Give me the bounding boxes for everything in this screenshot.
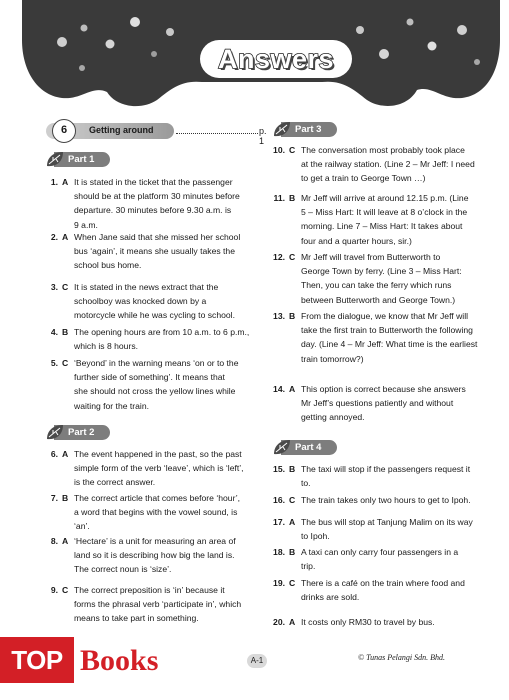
answer-letter: B <box>289 311 296 321</box>
question-number: 13. <box>273 311 285 321</box>
question-number: 20. <box>273 617 285 627</box>
explanation-line: The correct article that comes before ‘hour’, <box>74 493 241 503</box>
answer-explanation <box>301 309 479 366</box>
question-number: 12. <box>273 252 285 262</box>
title-pill <box>200 40 352 78</box>
explanation-line: George Town by ferry. (Line 3 – Miss Hart: <box>301 266 462 277</box>
page-number: A-1 <box>247 654 267 668</box>
explanation-line: school bus home. <box>74 260 142 271</box>
explanation-line: It is stated in the ticket that the passenger <box>74 177 233 187</box>
answer-item <box>267 143 479 186</box>
answer-item <box>267 615 479 629</box>
explanation-line: When Jane said that she missed her school <box>74 232 241 242</box>
answer-explanation <box>301 382 479 425</box>
question-number: 3. <box>50 282 58 292</box>
answer-letter: B <box>289 547 296 557</box>
explanation-line: to Ipoh. <box>301 531 330 542</box>
explanation-line: It is stated in the news extract that the <box>74 282 219 292</box>
part-label: Part 2 <box>68 427 95 438</box>
explanation-line: day. (Line 4 – Mr Jeff: What time is the earliest <box>301 339 478 350</box>
question-number: 17. <box>273 517 285 527</box>
leaf-icon <box>273 439 291 456</box>
explanation-line: ‘Beyond’ in the warning means ‘on or to the <box>74 358 239 368</box>
explanation-line: getting annoyed. <box>301 412 365 423</box>
question-number: 5. <box>50 358 58 368</box>
answer-explanation <box>74 175 252 232</box>
question-number: 14. <box>273 384 285 394</box>
explanation-line: The correct noun is ‘size’. <box>74 564 172 575</box>
answer-explanation <box>301 493 479 507</box>
topbooks-logo <box>0 633 200 687</box>
answer-letter: C <box>289 145 296 155</box>
explanation-line: A taxi can only carry four passengers in a <box>301 547 459 557</box>
question-number: 4. <box>50 327 58 337</box>
explanation-line: Mr Jeff will travel from Butterworth to <box>301 252 441 262</box>
explanation-line: The correct preposition is ‘in’ because it <box>74 585 225 595</box>
answer-explanation <box>301 615 479 629</box>
question-number: 2. <box>50 232 58 242</box>
answer-letter: A <box>62 232 69 242</box>
answer-letter: A <box>62 177 69 187</box>
answer-item <box>40 447 252 490</box>
answer-item <box>40 491 252 534</box>
answer-explanation <box>74 491 252 534</box>
answer-letter: A <box>289 617 296 627</box>
explanation-line: It costs only RM30 to travel by bus. <box>301 617 435 627</box>
answer-letter: C <box>62 358 69 368</box>
question-number: 11. <box>273 193 285 203</box>
question-number: 7. <box>50 493 58 503</box>
answer-item <box>267 382 479 425</box>
answer-item <box>267 493 479 507</box>
explanation-line: should be at the platform 30 minutes before <box>74 191 240 202</box>
answer-letter: C <box>289 495 296 505</box>
answer-letter: A <box>62 449 69 459</box>
answer-explanation <box>301 515 479 543</box>
explanation-line: simple form of the verb ‘leave’, which is ‘left’, <box>74 463 244 474</box>
explanation-line: which is 8 hours. <box>74 341 139 352</box>
explanation-line: The train takes only two hours to get to Ipoh. <box>301 495 471 505</box>
explanation-line: drinks are sold. <box>301 592 360 603</box>
question-number: 1. <box>50 177 58 187</box>
answer-letter: B <box>62 493 69 503</box>
answer-item <box>267 462 479 490</box>
question-number: 18. <box>273 547 285 557</box>
explanation-line: Mr Jeff’s questions patiently and without <box>301 398 454 409</box>
answer-explanation <box>301 545 479 573</box>
explanation-line: 5 – Miss Hart: It will leave at 8 o’clock in the <box>301 207 468 218</box>
answer-item <box>267 545 479 573</box>
answer-letter: C <box>289 578 296 588</box>
answer-item <box>40 534 252 577</box>
explanation-line: departure. 30 minutes before 9.30 a.m. is <box>74 205 232 216</box>
question-number: 6. <box>50 449 58 459</box>
answer-item <box>267 309 479 366</box>
question-number: 19. <box>273 578 285 588</box>
explanation-line: The conversation most probably took place <box>301 145 465 155</box>
answer-item <box>40 356 252 413</box>
title-banner <box>22 0 500 112</box>
explanation-line: The bus will stop at Tanjung Malim on its way <box>301 517 473 527</box>
question-number: 9. <box>50 585 58 595</box>
answer-item <box>40 175 252 232</box>
explanation-line: bus ‘again’, it means she usually takes the <box>74 246 235 257</box>
answer-explanation <box>74 325 252 353</box>
answer-letter: A <box>289 517 296 527</box>
answer-letter: A <box>62 536 69 546</box>
explanation-line: to get a train to George Town …) <box>301 173 426 184</box>
logo-books-text: Books <box>80 644 159 677</box>
answer-item <box>40 325 252 353</box>
explanation-line: further side of something’. It means that <box>74 372 225 383</box>
answer-explanation <box>301 576 479 604</box>
answer-explanation <box>74 280 252 323</box>
explanation-line: The opening hours are from 10 a.m. to 6 p.m., <box>74 327 250 337</box>
answer-explanation <box>74 230 252 273</box>
answer-letter: B <box>62 327 69 337</box>
answer-letter: B <box>289 193 296 203</box>
answer-item <box>40 280 252 323</box>
chapter-page: p. 1 <box>259 126 267 146</box>
explanation-line: schoolboy was knocked down by a <box>74 296 207 307</box>
answer-item <box>267 515 479 543</box>
leaf-icon <box>46 424 64 441</box>
answer-explanation <box>301 143 479 186</box>
answer-item <box>267 191 479 248</box>
explanation-line: is the correct answer. <box>74 477 156 488</box>
answer-explanation <box>301 462 479 490</box>
explanation-line: Then, you can take the ferry which runs <box>301 280 452 291</box>
chapter-leader-dots <box>176 133 258 134</box>
explanation-line: means to take part in something. <box>74 613 199 624</box>
explanation-line: train tomorrow?) <box>301 353 364 364</box>
page-title: Answers <box>217 43 335 74</box>
explanation-line: at the railway station. (Line 2 – Mr Jeff: I need <box>301 159 475 170</box>
answer-letter: C <box>289 252 296 262</box>
explanation-line: Mr Jeff will arrive at around 12.15 p.m. (Line <box>301 193 469 203</box>
explanation-line: to. <box>301 478 311 489</box>
explanation-line: a word that begins with the vowel sound, is <box>74 507 238 518</box>
explanation-line: ‘an’. <box>74 521 90 532</box>
answer-item <box>267 250 479 307</box>
explanation-line: take the first train to Butterworth the following <box>301 325 473 336</box>
answer-explanation <box>74 583 252 626</box>
copyright: © Tunas Pelangi Sdn. Bhd. <box>358 653 445 662</box>
chapter-number: 6 <box>52 119 76 143</box>
answer-explanation <box>301 250 479 307</box>
answer-item <box>267 576 479 604</box>
answer-letter: C <box>62 585 69 595</box>
answer-letter: B <box>289 464 296 474</box>
explanation-line: trip. <box>301 561 316 572</box>
question-number: 16. <box>273 495 285 505</box>
explanation-line: There is a café on the train where food and <box>301 578 465 588</box>
explanation-line: she should not cross the yellow lines while <box>74 386 236 397</box>
part-label: Part 4 <box>295 442 322 453</box>
explanation-line: waiting for the train. <box>74 400 149 411</box>
explanation-line: forms the phrasal verb ‘participate in’, which <box>74 599 242 610</box>
part-label: Part 1 <box>68 154 95 165</box>
explanation-line: 9 a.m. <box>74 219 98 230</box>
explanation-line: From the dialogue, we know that Mr Jeff will <box>301 311 469 321</box>
chapter-title: Getting around <box>89 125 154 135</box>
leaf-icon <box>273 121 291 138</box>
answer-item <box>40 230 252 273</box>
answer-explanation <box>74 447 252 490</box>
part-label: Part 3 <box>295 124 322 135</box>
answer-explanation <box>74 356 252 413</box>
answer-explanation <box>301 191 479 248</box>
explanation-line: This option is correct because she answers <box>301 384 466 394</box>
explanation-line: land so it is describing how big the land is. <box>74 550 235 561</box>
explanation-line: four and a quarter hours, sir.) <box>301 235 412 246</box>
explanation-line: between Butterworth and George Town.) <box>301 294 456 305</box>
question-number: 8. <box>50 536 58 546</box>
chapter-heading <box>46 122 267 146</box>
question-number: 15. <box>273 464 285 474</box>
answer-explanation <box>74 534 252 577</box>
answer-item <box>40 583 252 626</box>
explanation-line: ‘Hectare’ is a unit for measuring an area of <box>74 536 236 546</box>
leaf-icon <box>46 151 64 168</box>
answer-letter: A <box>289 384 296 394</box>
explanation-line: motorcycle while he was cycling to school. <box>74 310 235 321</box>
explanation-line: The event happened in the past, so the past <box>74 449 242 459</box>
explanation-line: morning. Line 7 – Miss Hart: It takes about <box>301 221 463 232</box>
question-number: 10. <box>273 145 285 155</box>
answer-letter: C <box>62 282 69 292</box>
logo-top-text: TOP <box>0 637 74 683</box>
explanation-line: The taxi will stop if the passengers request it <box>301 464 471 474</box>
